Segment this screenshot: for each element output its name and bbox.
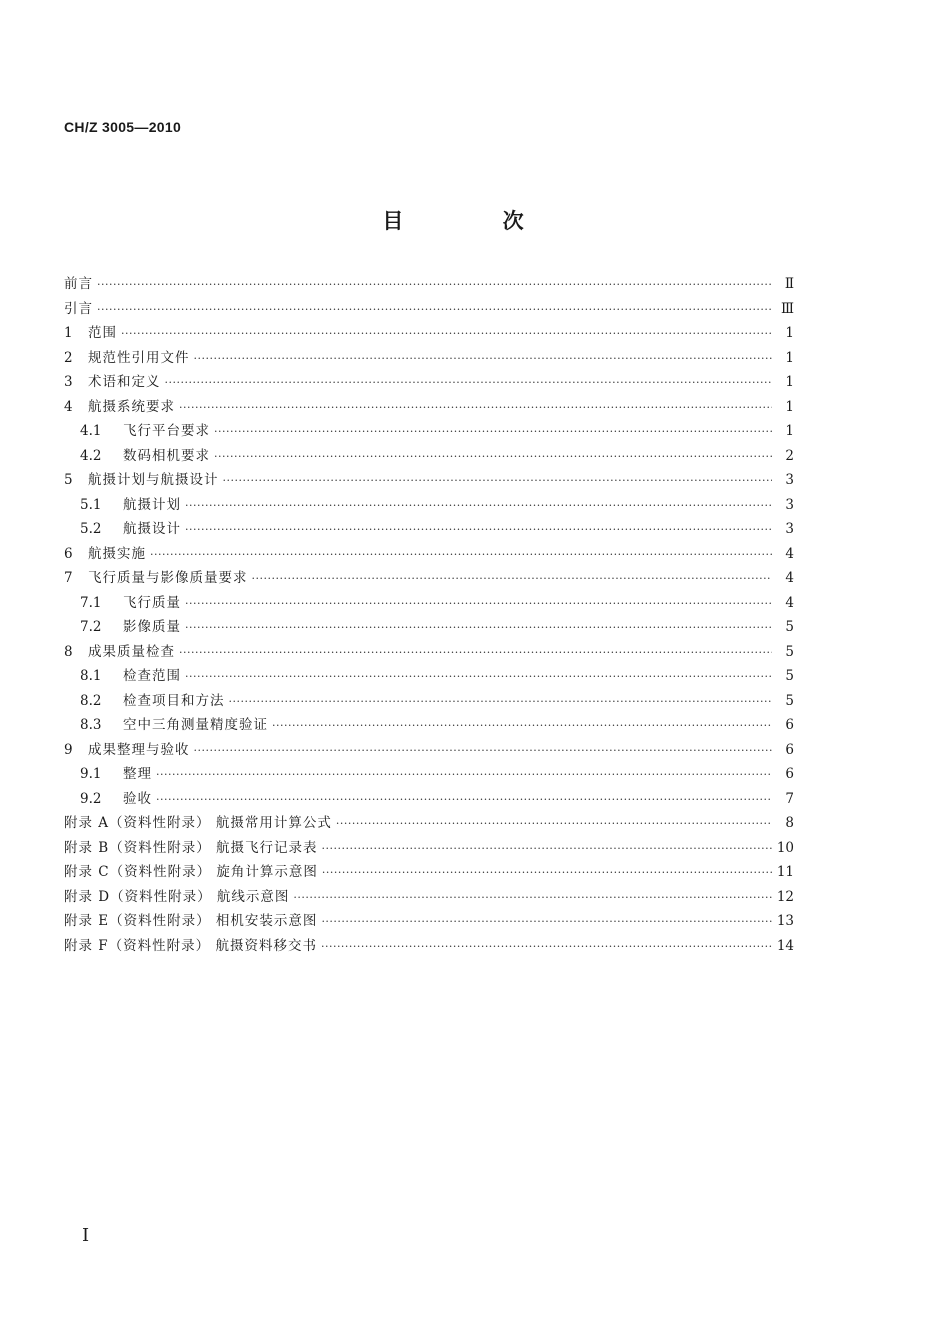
toc-entry[interactable]: [64, 811, 794, 836]
toc-entry[interactable]: [64, 395, 794, 420]
toc-entry[interactable]: [64, 566, 794, 591]
toc-entry-number: 7.2: [80, 619, 102, 635]
toc-entry-page: 4: [785, 545, 794, 562]
toc-entry[interactable]: [64, 517, 794, 542]
toc-entry-number: 5.1: [80, 496, 102, 513]
toc-entry-number: 2: [64, 349, 73, 366]
toc-entry-page: 14: [776, 937, 794, 954]
toc-entry-number: 4: [64, 398, 73, 415]
toc-dot-leader: [194, 739, 773, 764]
toc-dot-leader: [97, 298, 772, 323]
toc-dot-leader: [185, 494, 772, 519]
toc-entry-label: 前言: [64, 276, 93, 292]
toc-dot-leader: [185, 616, 772, 641]
toc-entry-page: 4: [785, 570, 794, 586]
toc-entry[interactable]: [64, 444, 794, 469]
toc-entry-label: 成果质量检查: [88, 643, 175, 660]
toc-entry[interactable]: [64, 493, 794, 518]
toc-entry[interactable]: [64, 762, 794, 787]
toc-entry-number: 9.1: [80, 766, 102, 782]
toc-entry-label: 成果整理与验收: [88, 741, 190, 758]
toc-entry[interactable]: [64, 689, 794, 714]
toc-dot-leader: [293, 886, 772, 911]
toc-entry-number: 7.1: [80, 594, 102, 611]
toc-dot-leader: [272, 714, 772, 739]
toc-entry-number: 6: [64, 545, 73, 562]
toc-entry-label: 整理: [123, 766, 152, 782]
toc-entry-label: 验收: [123, 790, 152, 807]
toc-entry-page: 1: [785, 423, 794, 439]
toc-dot-leader: [322, 837, 772, 862]
toc-entry-number: 5.2: [80, 521, 102, 537]
toc-entry-page: 1: [785, 325, 794, 341]
toc-entry[interactable]: [64, 419, 794, 444]
toc-entry-label: 检查范围: [123, 668, 181, 684]
toc-entry-label: 航摄计划: [123, 496, 181, 513]
toc-dot-leader: [156, 763, 772, 788]
toc-entry[interactable]: [64, 640, 794, 665]
toc-entry-page: 5: [785, 692, 794, 709]
toc-entry-page: 2: [785, 447, 794, 464]
toc-entry-page: 8: [785, 815, 794, 831]
toc-dot-leader: [185, 592, 772, 617]
toc-entry-page: 10: [776, 839, 794, 856]
toc-entry-page: 12: [776, 888, 794, 905]
toc-entry-page: 1: [785, 374, 794, 390]
toc-dot-leader: [150, 543, 772, 568]
toc-entry[interactable]: [64, 664, 794, 689]
toc-entry-page: 6: [785, 717, 794, 733]
table-of-contents: [64, 272, 794, 958]
toc-entry[interactable]: [64, 591, 794, 616]
toc-entry-number: 3: [64, 374, 73, 390]
toc-entry[interactable]: [64, 468, 794, 493]
toc-entry[interactable]: [64, 934, 794, 959]
toc-entry-label: 数码相机要求: [123, 447, 210, 464]
toc-entry-page: 6: [785, 741, 794, 758]
toc-entry[interactable]: [64, 370, 794, 395]
toc-entry-label: 航摄计划与航摄设计: [88, 472, 219, 488]
toc-dot-leader: [322, 861, 772, 886]
toc-entry-page: 5: [785, 668, 794, 684]
toc-entry-label: 飞行质量与影像质量要求: [88, 570, 248, 586]
toc-entry-page: 3: [785, 521, 794, 537]
toc-entry[interactable]: [64, 272, 794, 297]
toc-entry-label: 影像质量: [123, 619, 181, 635]
toc-entry-label: 附录 B（资料性附录） 航摄飞行记录表: [64, 839, 318, 856]
toc-entry-page: 3: [785, 472, 794, 488]
toc-entry-page: 1: [785, 349, 794, 366]
toc-entry[interactable]: [64, 713, 794, 738]
toc-entry-number: 8: [64, 643, 73, 660]
toc-dot-leader: [97, 273, 772, 298]
toc-entry-page: 6: [785, 766, 794, 782]
toc-entry-number: 9.2: [80, 790, 102, 807]
toc-entry-number: 4.1: [80, 423, 102, 439]
toc-dot-leader: [223, 469, 773, 494]
toc-dot-leader: [252, 567, 773, 592]
toc-dot-leader: [185, 518, 772, 543]
toc-entry[interactable]: [64, 860, 794, 885]
toc-entry-page: 11: [776, 864, 794, 880]
toc-entry-label: 飞行质量: [123, 594, 181, 611]
toc-entry-label: 检查项目和方法: [123, 692, 225, 709]
toc-entry-page: 13: [776, 913, 794, 929]
toc-entry-label: 附录 F（资料性附录） 航摄资料移交书: [64, 937, 317, 954]
toc-entry-label: 附录 C（资料性附录） 旋角计算示意图: [64, 864, 318, 880]
standard-code: CH/Z 3005—2010: [64, 119, 182, 135]
toc-entry-page: 5: [785, 643, 794, 660]
toc-entry-page: 3: [785, 496, 794, 513]
toc-entry-number: 8.2: [80, 692, 102, 709]
toc-dot-leader: [165, 371, 773, 396]
toc-entry[interactable]: [64, 297, 794, 322]
toc-entry-number: 4.2: [80, 447, 102, 464]
toc-dot-leader: [321, 910, 772, 935]
toc-entry-page: 5: [785, 619, 794, 635]
page-number: I: [82, 1225, 90, 1246]
toc-entry-label: 飞行平台要求: [123, 423, 210, 439]
toc-entry-number: 8.3: [80, 717, 102, 733]
toc-dot-leader: [179, 641, 772, 666]
toc-entry-page: Ⅱ: [784, 276, 794, 292]
toc-entry-page: 7: [785, 790, 794, 807]
toc-dot-leader: [121, 322, 772, 347]
toc-entry-label: 引言: [64, 300, 93, 317]
toc-entry-number: 5: [64, 472, 73, 488]
toc-entry[interactable]: [64, 321, 794, 346]
toc-entry[interactable]: [64, 885, 794, 910]
toc-entry-page: 4: [785, 594, 794, 611]
toc-entry[interactable]: [64, 738, 794, 763]
toc-entry-number: 9: [64, 741, 73, 758]
toc-dot-leader: [156, 788, 772, 813]
toc-entry-page: Ⅲ: [780, 300, 794, 317]
toc-entry-label: 附录 D（资料性附录） 航线示意图: [64, 888, 290, 905]
toc-entry-label: 规范性引用文件: [88, 349, 190, 366]
toc-dot-leader: [229, 690, 773, 715]
toc-entry-label: 术语和定义: [88, 374, 161, 390]
toc-entry-label: 航摄系统要求: [88, 398, 175, 415]
toc-entry-number: 7: [64, 570, 73, 586]
toc-entry[interactable]: [64, 836, 794, 861]
toc-entry-page: 1: [785, 398, 794, 415]
toc-entry-label: 空中三角测量精度验证: [123, 717, 268, 733]
toc-entry-label: 航摄设计: [123, 521, 181, 537]
toc-entry-number: 8.1: [80, 668, 102, 684]
page-title: 目 次: [382, 208, 570, 233]
toc-entry-label: 附录 E（资料性附录） 相机安装示意图: [64, 913, 318, 929]
toc-entry[interactable]: [64, 346, 794, 371]
toc-entry[interactable]: [64, 615, 794, 640]
toc-entry-label: 范围: [88, 325, 117, 341]
toc-dot-leader: [214, 420, 772, 445]
toc-entry[interactable]: [64, 787, 794, 812]
toc-entry[interactable]: [64, 542, 794, 567]
toc-dot-leader: [179, 396, 772, 421]
toc-dot-leader: [336, 812, 772, 837]
toc-entry-label: 附录 A（资料性附录） 航摄常用计算公式: [64, 815, 332, 831]
toc-dot-leader: [185, 665, 772, 690]
toc-dot-leader: [321, 935, 772, 960]
toc-entry-number: 1: [64, 325, 73, 341]
toc-entry-label: 航摄实施: [88, 545, 146, 562]
toc-dot-leader: [194, 347, 773, 372]
toc-entry[interactable]: [64, 909, 794, 934]
toc-dot-leader: [214, 445, 772, 470]
